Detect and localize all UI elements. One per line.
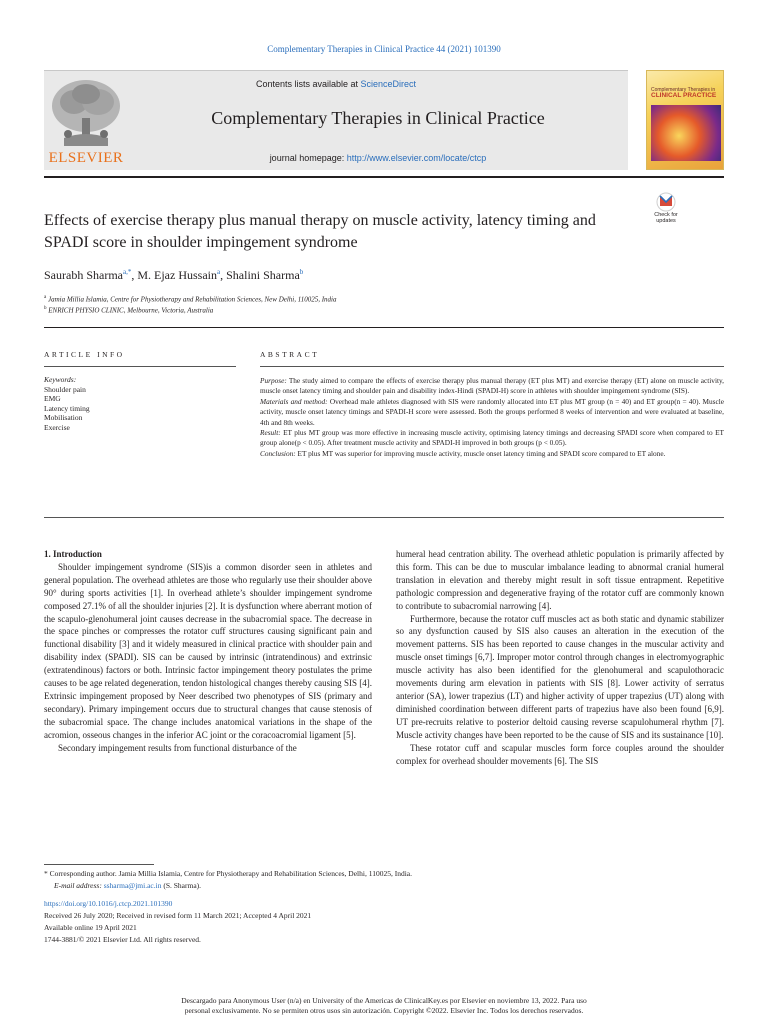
abstract-methods <box>260 397 724 428</box>
cover-title-big: CLINICAL PRACTICE <box>651 92 717 99</box>
author-name[interactable]: Saurabh Sharma <box>44 268 123 282</box>
download-notice-line: personal exclusivamente. No se permiten otros usos sin autorización. Copyright ©2022. Elsevier Inc. Todos los derechos reservados. <box>184 1006 584 1015</box>
abstract-result-head: Result: <box>260 428 281 438</box>
received-dates: Received 26 July 2020; Received in revised form 11 March 2021; Accepted 4 April 2021 <box>44 911 312 920</box>
affiliation-a <box>44 295 337 303</box>
journal-cover-thumbnail[interactable] <box>646 70 724 170</box>
keyword-item: Shoulder pain <box>44 384 86 394</box>
abstract-conclusion <box>260 449 724 459</box>
body-paragraph: Shoulder impingement syndrome (SIS)is a common disorder seen in athletes and general population. The overhead athletes are those who regularly use their shoulder above 90° during sports activities [1]. In overhead athlete’s shoulder impingement syndrome composed 27.1% of all the shoulder injuries [2]. It is dysfunction where aberrant motion of the scapulo-glenohumeral joint causes decrease in the subacromial space. The decrease in the space pinches or compresses the rotator cuff structures causing significant pain and functional disability [3] and it widely measured in clinical practice with shoulder pain and disability index (SPADI). SIS can be caused by intrinsic (intratendinous) and extrinsic (extratendinous) factors or both. Intrinsic factor impingement theory postulates the prime causes to be age related degeneration, tendon histological changes thereby causing SIS [4]. Extrinsic impingement proposed by Neer described two phenotypes of SIS (primary and secondary). Primary impingement occurs due to structural changes that cause stenosis of the subacromial space. The change includes anatomical variations in the shape of the acromion, osseous changes in the inferior AC joint or the coracoacromial ligament [5]. <box>44 561 372 740</box>
abstract-bottom-rule <box>44 517 724 518</box>
author-affil-sup[interactable]: a <box>217 268 221 276</box>
abstract-methods-head: Materials and method: <box>260 396 328 406</box>
elsevier-wordmark: ELSEVIER <box>48 150 124 166</box>
homepage-line <box>128 153 628 163</box>
contents-prefix: Contents lists available at <box>255 79 361 89</box>
homepage-link[interactable]: http://www.elsevier.com/locate/ctcp <box>346 153 487 163</box>
body-paragraph: humeral head centration ability. The overhead athletic population is primarily affected by this form. This can be due to muscular imbalance leading to abnormal cranial humeral translation in elevation and thereby might result in soft tissue entrapment. Repetitive pathologic compression and degenerative fraying of the rotator cuff are commonly known to contribute to subacromial narrowing [4]. <box>396 549 724 611</box>
article-title: Effects of exercise therapy plus manual therapy on muscle activity, latency timing and SPADI score in shoulder impingement syndrome <box>44 212 596 251</box>
article-info-label: ARTICLE INFO <box>44 350 125 359</box>
download-notice-line: Descargado para Anonymous User (n/a) en University of the Americas de ClinicalKey.es por Elsevier en noviembre 13, 2022. Para uso <box>181 996 587 1005</box>
check-for-updates-label[interactable]: Check for updates <box>654 212 678 224</box>
abstract-body <box>260 376 724 459</box>
author-affil-sup[interactable]: b <box>299 268 304 276</box>
abstract-rule <box>260 366 724 367</box>
abstract-conclusion-text: ET plus MT was superior for improving muscle activity, muscle onset latency timing and SPADI score compared to ET alone. <box>297 448 666 458</box>
email-suffix: (S. Sharma). <box>163 881 202 890</box>
cover-title-small: Complementary Therapies in <box>651 87 716 93</box>
affiliation-b <box>44 306 213 314</box>
keywords-block <box>44 375 224 432</box>
homepage-prefix: journal homepage: <box>269 153 347 163</box>
footnote-rule <box>44 864 154 865</box>
affiliation-text: ENRICH PHYSIO CLINIC, Melbourne, Victoria, Australia <box>48 306 214 315</box>
copyright-line: 1744-3881/© 2021 Elsevier Ltd. All rights reserved. <box>44 935 201 944</box>
author-list: Saurabh Sharma$^{a,*}$, M. Ejaz Hussain$^a$, Shalini Sharma$^b$ <box>44 268 304 282</box>
article-info-rule <box>44 366 236 367</box>
journal-title[interactable]: Complementary Therapies in Clinical Practice <box>211 108 545 128</box>
cover-artwork <box>651 105 721 161</box>
body-paragraph: Furthermore, because the rotator cuff muscles act as both static and dynamic stabilizer so any dysfunction caused by SIS also causes an alteration in the execution of the movement patterns. SIS has been reported to cause changes in the muscular activity and muscle onset timings [6,7]. Improper motor control through changes in electromyographic muscle activity has also been identified for the glenohumeral and scapulothoracic movements during arm elevation in patients with SIS [8]. Lower activity of serratus anterior (SA), lower trapezius (LT) and higher activity of upper trapezius (UT) along with diminished coordination between different parts of trapezius have also been found [6,9]. UT pre-recruits relative to posterior deltoid causing reverse scapulohumeral rhythm [7]. Muscle activity changes have been reported to be the cause of SIS and its sustainance [10]. <box>396 613 724 740</box>
keyword-item: Latency timing <box>44 403 90 413</box>
abstract-conclusion-head: Conclusion: <box>260 448 296 458</box>
download-notice <box>0 996 768 1016</box>
cover-title <box>651 87 721 99</box>
email-label: E-mail address: <box>54 881 102 890</box>
intro-right-column <box>396 548 724 767</box>
corresponding-author-note: * Corresponding author. Jamia Millia Islamia, Centre for Physiotherapy and Rehabilitation Sciences, Delhi, 110025, India. <box>44 869 412 878</box>
affiliation-text: Jamia Millia Islamia, Centre for Physiotherapy and Rehabilitation Sciences, New Delhi, 110025, India <box>47 295 337 304</box>
abstract-purpose <box>260 376 724 397</box>
email-line <box>44 880 724 892</box>
available-online-date: Available online 19 April 2021 <box>44 923 137 932</box>
header-divider <box>44 327 724 328</box>
intro-left-column <box>44 548 372 755</box>
abstract-methods-text: Overhead male athletes diagnosed with SIS were randomly allocated into ET plus MT group (n = 40) and ET group(n = 40). Muscle activity, muscle onset latency timings and SPADI-H score were assessed. Both the groups performed 8 weeks of intervention and were evaluated at baseline, 4th and 8th weeks. <box>260 396 724 427</box>
publication-info <box>44 898 724 946</box>
abstract-label: ABSTRACT <box>260 350 320 359</box>
keyword-item: Exercise <box>44 422 70 432</box>
author-name[interactable]: Shalini Sharma <box>226 268 300 282</box>
abstract-result-text: ET plus MT group was more effective in increasing muscle activity, optimising latency timings and decreasing SPADI score when compared to ET group alone(p < 0.05). After treatment muscle activity and SPADI-H improved in both groups (p < 0.05). <box>260 428 724 448</box>
affiliation-sup: b <box>44 306 47 311</box>
footnote-block <box>44 868 724 892</box>
author-name[interactable]: M. Ejaz Hussain <box>137 268 217 282</box>
email-link[interactable]: ssharma@jmi.ac.in <box>103 881 162 890</box>
abstract-purpose-head: Purpose: <box>260 376 287 385</box>
body-paragraph: These rotator cuff and scapular muscles form force couples around the shoulder complex for overhead shoulder movements [6]. The SIS <box>396 742 724 766</box>
journal-citation[interactable]: Complementary Therapies in Clinical Practice 44 (2021) 101390 <box>267 44 501 54</box>
keyword-item: EMG <box>44 394 61 403</box>
doi-link[interactable]: https://doi.org/10.1016/j.ctcp.2021.101390 <box>44 899 173 908</box>
masthead-rule <box>44 176 724 178</box>
sciencedirect-link[interactable]: ScienceDirect <box>360 79 417 89</box>
abstract-purpose-text: The study aimed to compare the effects of exercise therapy plus manual therapy (ET plus MT) and exercise therapy (ET) alone on muscle activity, muscle onset latency timing and shoulder pain and disability index-Hindi (SPADI-H) score in athletes with shoulder impingement syndrome (SIS). <box>260 376 724 396</box>
keywords-heading: Keywords: <box>44 375 77 384</box>
contents-line <box>0 79 672 89</box>
abstract-result <box>260 428 724 449</box>
affiliation-sup: a <box>44 295 47 300</box>
intro-heading: 1. Introduction <box>44 549 102 559</box>
author-affil-sup[interactable]: a,* <box>122 268 132 276</box>
keyword-item: Mobilisation <box>44 413 83 422</box>
body-paragraph: Secondary impingement results from functional disturbance of the <box>58 742 297 753</box>
